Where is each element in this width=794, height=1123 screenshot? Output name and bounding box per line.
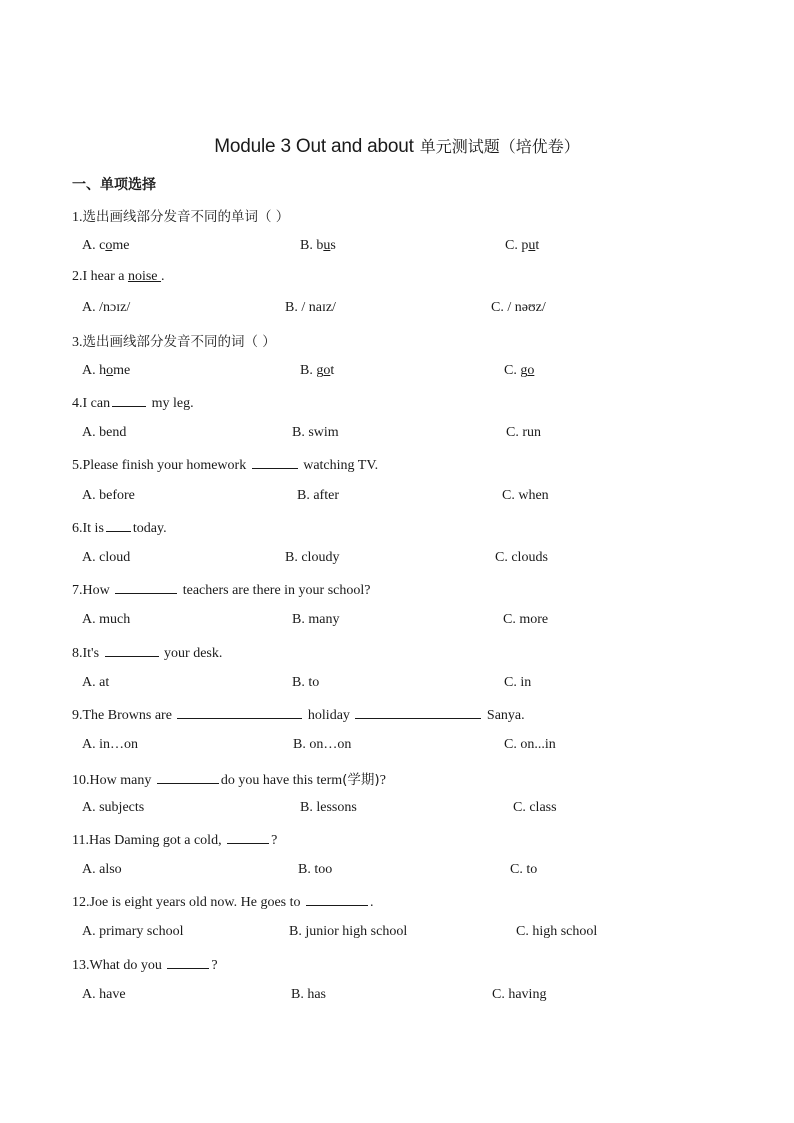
q3-option-c: C. go (504, 363, 535, 378)
question-3: 3.选出画线部分发音不同的词（ ） (72, 334, 276, 350)
q4-option-a: A. bend (82, 425, 127, 440)
answer-blank[interactable] (167, 956, 209, 969)
question-2: 2.I hear a noise . (72, 269, 165, 284)
question-8: 8.It's your desk. (72, 646, 223, 661)
answer-blank[interactable] (112, 394, 146, 407)
answer-blank[interactable] (115, 581, 177, 594)
q2-option-a: A. /nɔɪz/ (82, 300, 131, 315)
question-12: 12.Joe is eight years old now. He goes to . (72, 895, 374, 910)
q10-option-a: A. subjects (82, 800, 145, 815)
q12-option-c: C. high school (516, 924, 598, 939)
q10-option-b: B. lessons (300, 800, 357, 815)
title-english: Module 3 Out and about (214, 136, 414, 157)
section-heading: 一、单项选择 (72, 177, 156, 193)
question-7: 7.How teachers are there in your school? (72, 583, 371, 598)
question-6: 6.It is today. (72, 521, 167, 536)
q3-option-a: A. home (82, 363, 131, 378)
q9-option-c: C. on...in (504, 737, 556, 752)
q1-option-b: B. bus (300, 238, 336, 253)
q4-option-b: B. swim (292, 425, 339, 440)
q12-option-b: B. junior high school (289, 924, 408, 939)
q9-option-a: A. in…on (82, 737, 138, 752)
q1-option-a: A. come (82, 238, 130, 253)
question-11: 11.Has Daming got a cold, ? (72, 833, 278, 848)
question-10: 10.How many do you have this term(学期)? (72, 772, 386, 788)
q5-option-a: A. before (82, 488, 135, 503)
q13-option-c: C. having (492, 987, 547, 1002)
q7-option-a: A. much (82, 612, 131, 627)
q2-option-c: C. / nəʊz/ (491, 300, 546, 315)
q2-option-b: B. / naɪz/ (285, 300, 336, 315)
q4-option-c: C. run (506, 425, 541, 440)
question-9: 9.The Browns are holiday Sanya. (72, 708, 525, 723)
q11-option-a: A. also (82, 862, 122, 877)
q6-option-c: C. clouds (495, 550, 548, 565)
q5-option-b: B. after (297, 488, 339, 503)
q11-option-b: B. too (298, 862, 333, 877)
question-5: 5.Please finish your homework watching TV. (72, 458, 379, 473)
q7-option-c: C. more (503, 612, 549, 627)
answer-blank[interactable] (106, 519, 131, 532)
question-1 (72, 205, 289, 226)
page-title (0, 134, 794, 158)
answer-blank[interactable] (157, 771, 219, 784)
question-text: 选出画线部分发音不同的单词（ ） (82, 209, 290, 225)
question-number: 1. (72, 210, 83, 225)
q9-option-b: B. on…on (293, 737, 352, 752)
answer-blank[interactable] (105, 644, 159, 657)
q6-option-b: B. cloudy (285, 550, 340, 565)
q3-option-b: B. got (300, 363, 335, 378)
q5-option-c: C. when (502, 488, 549, 503)
q6-option-a: A. cloud (82, 550, 131, 565)
answer-blank[interactable] (252, 456, 298, 469)
q13-option-a: A. have (82, 987, 126, 1002)
question-13: 13.What do you ? (72, 958, 218, 973)
answer-blank[interactable] (227, 831, 269, 844)
q1-option-c: C. put (505, 238, 540, 253)
answer-blank[interactable] (177, 706, 302, 719)
q8-option-b: B. to (292, 675, 320, 690)
q8-option-a: A. at (82, 675, 110, 690)
answer-blank[interactable] (355, 706, 481, 719)
q11-option-c: C. to (510, 862, 538, 877)
question-4: 4.I can my leg. (72, 396, 194, 411)
q7-option-b: B. many (292, 612, 340, 627)
title-chinese: 单元测试题（培优卷） (419, 137, 580, 156)
q10-option-c: C. class (513, 800, 557, 815)
q8-option-c: C. in (504, 675, 532, 690)
answer-blank[interactable] (306, 893, 368, 906)
q12-option-a: A. primary school (82, 924, 184, 939)
q13-option-b: B. has (291, 987, 326, 1002)
